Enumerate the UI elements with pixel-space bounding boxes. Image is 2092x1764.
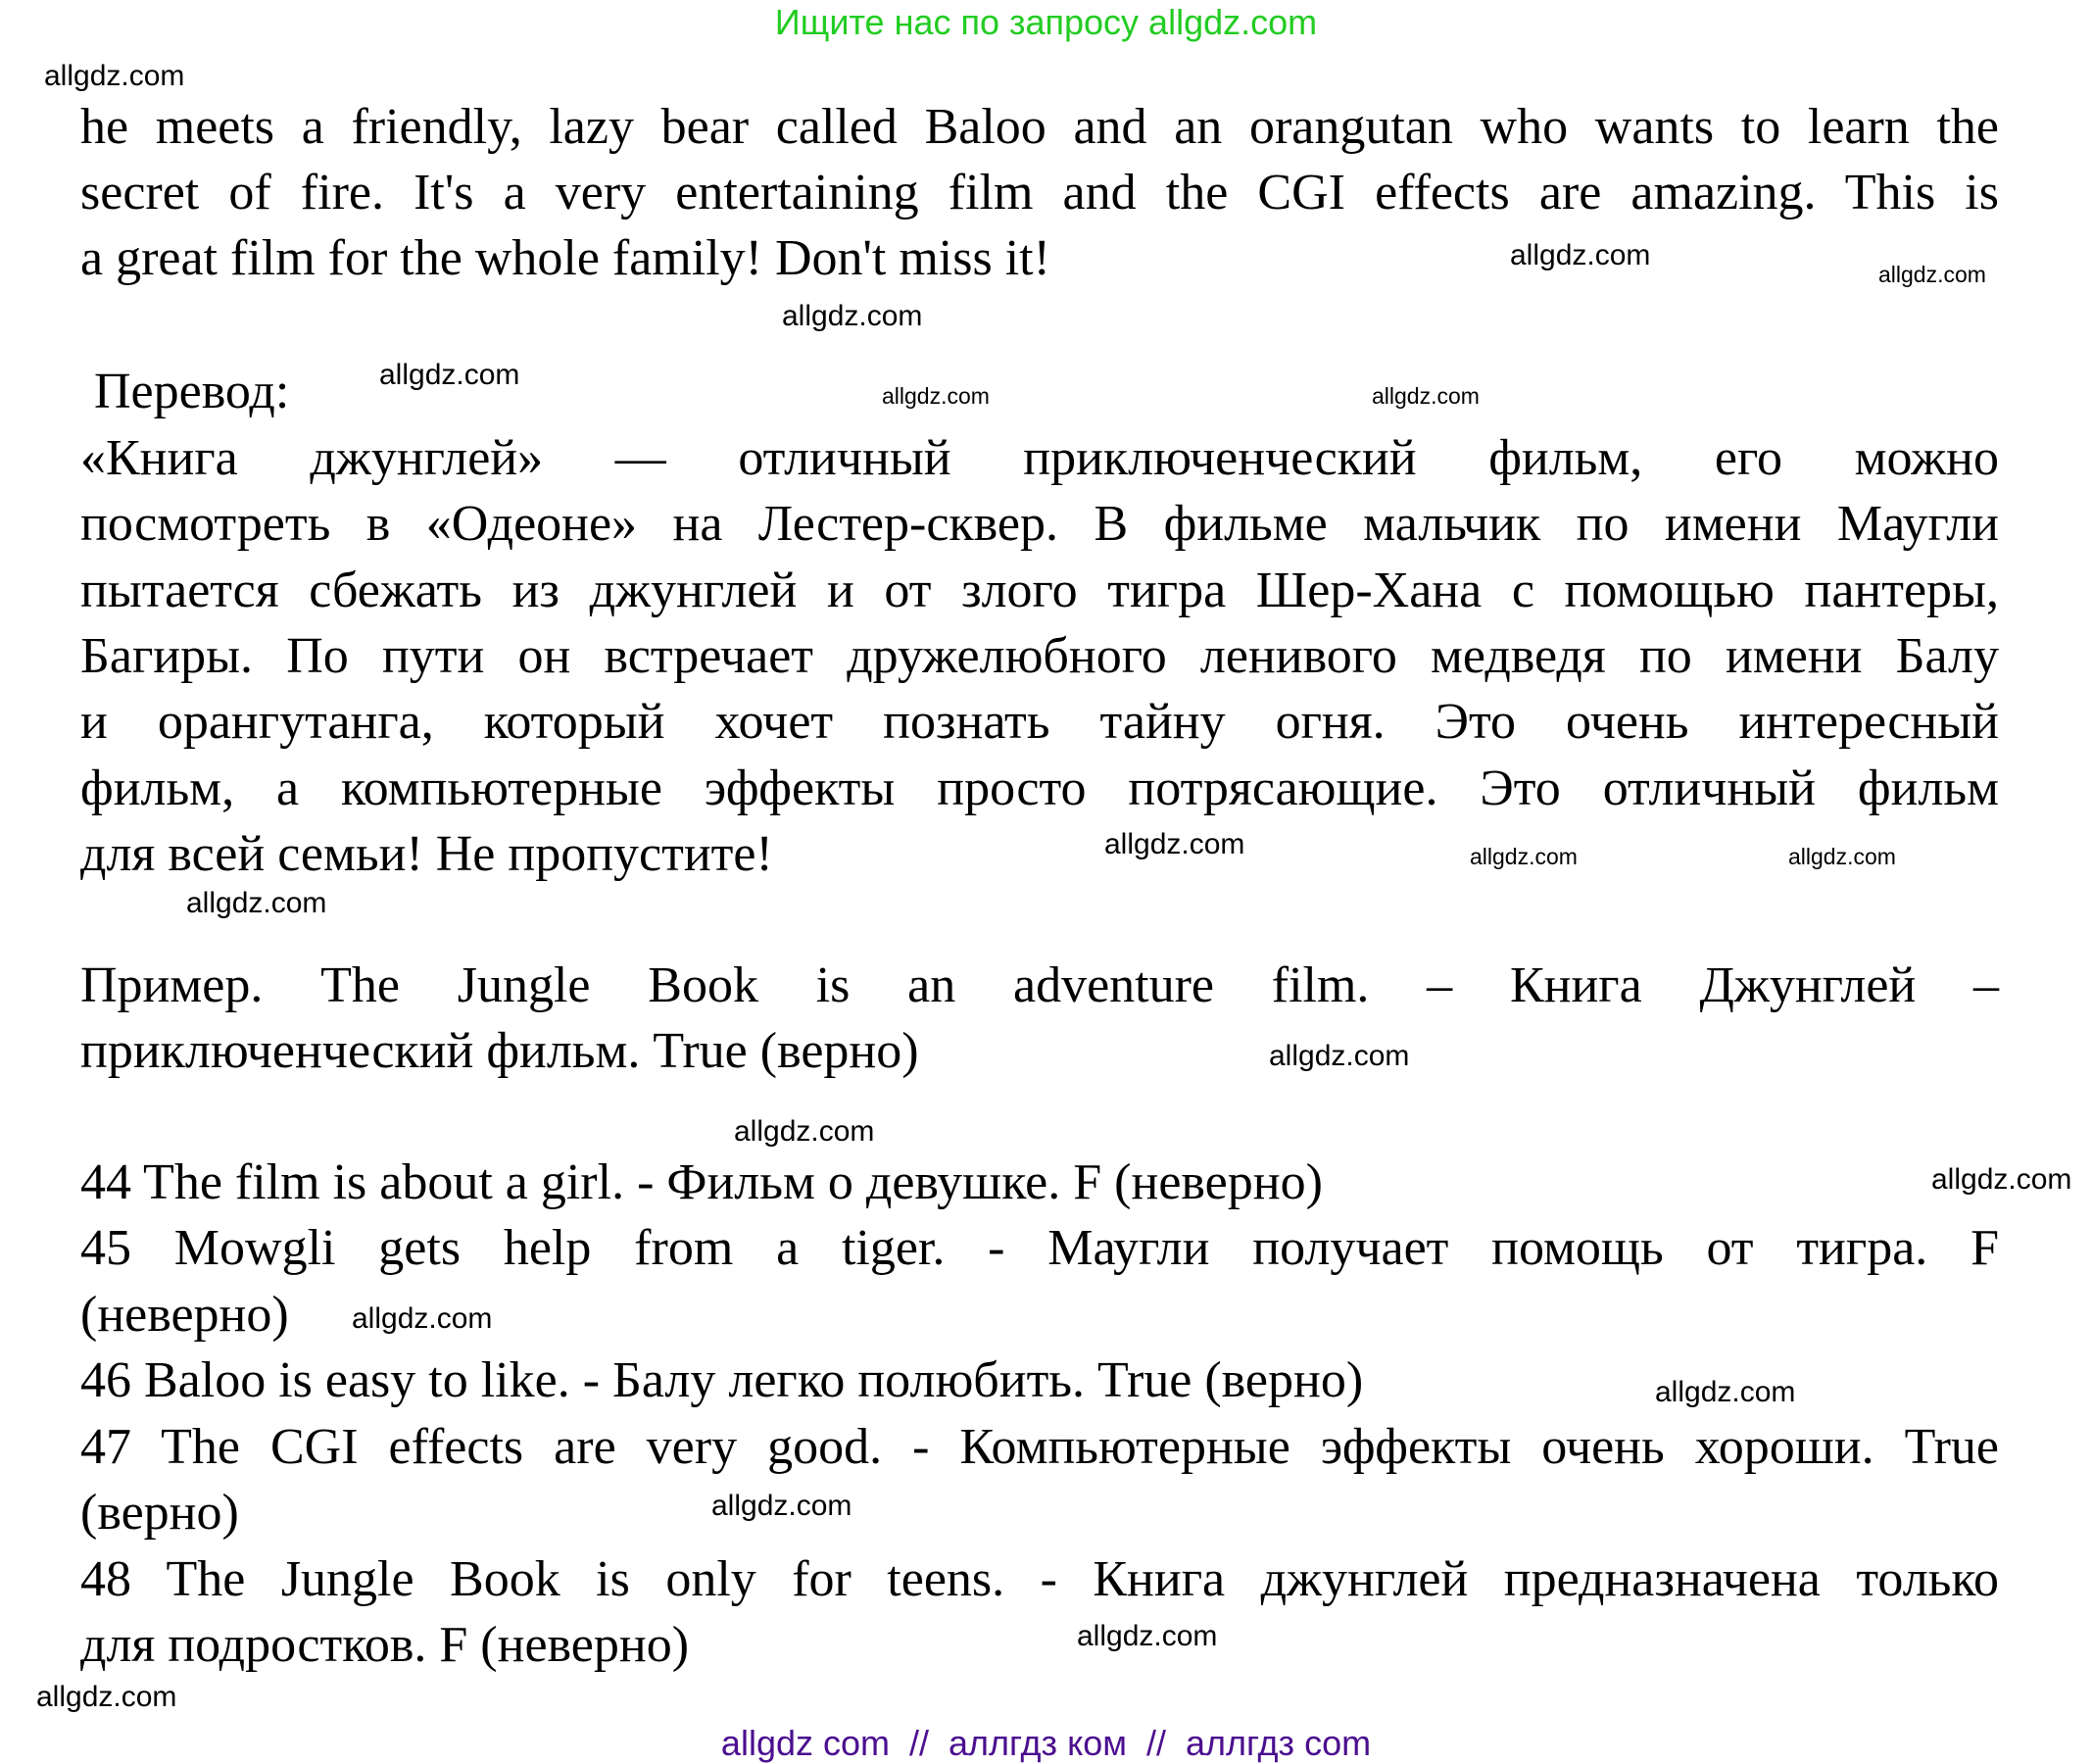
watermark: allgdz.com	[1372, 383, 1480, 409]
text-line: приключенческий фильм. True (верно)	[80, 1023, 919, 1079]
watermark: allgdz.com	[44, 60, 185, 92]
text-line: «Книга джунглей» — отличный приключенческий фильм, его можно	[80, 430, 1999, 486]
watermark: allgdz.com	[1878, 262, 1986, 287]
answer-line: (верно)	[80, 1485, 239, 1541]
watermark: allgdz.com	[1269, 1040, 1410, 1072]
answer-line: 44 The film is about a girl. - Фильм о девушке. F (неверно)	[80, 1154, 1323, 1210]
answer-line: 45 Mowgli gets help from a tiger. - Маугли получает помощь от тигра. F	[80, 1220, 1999, 1276]
text-line: фильм, а компьютерные эффекты просто потрясающие. Это отличный фильм	[80, 760, 1999, 816]
watermark: allgdz.com	[36, 1681, 177, 1713]
watermark: allgdz.com	[1510, 239, 1651, 271]
text-line: Багиры. По пути он встречает дружелюбного ленивого медведя по имени Балу	[80, 628, 1999, 684]
search-banner: Ищите нас по запросу allgdz.com	[774, 2, 1318, 42]
translation-heading: Перевод:	[94, 364, 290, 419]
watermark: allgdz.com	[1077, 1620, 1218, 1652]
text-line: secret of fire. It's a very entertaining film and the CGI effects are amazing. This is	[80, 165, 1999, 220]
watermark: allgdz.com	[1931, 1163, 2072, 1196]
answer-line: для подростков. F (неверно)	[80, 1617, 690, 1673]
text-line: Пример. The Jungle Book is an adventure film. – Книга Джунглей –	[80, 957, 1999, 1013]
text-line: посмотреть в «Одеоне» на Лестер-сквер. В фильме мальчик по имени Маугли	[80, 496, 1999, 552]
answer-line: 48 The Jungle Book is only for teens. - Книга джунглей предназначена только	[80, 1551, 1999, 1607]
watermark: allgdz.com	[1470, 844, 1578, 869]
watermark: allgdz.com	[352, 1302, 493, 1335]
watermark: allgdz.com	[711, 1490, 852, 1522]
watermark: allgdz.com	[1788, 844, 1896, 869]
answer-line: 46 Baloo is easy to like. - Балу легко полюбить. True (верно)	[80, 1352, 1364, 1408]
text-line: пытается сбежать из джунглей и от злого тигра Шер-Хана с помощью пантеры,	[80, 563, 1999, 618]
text-line: he meets a friendly, lazy bear called Baloo and an orangutan who wants to learn the	[80, 99, 1999, 155]
footer-links: allgdz com // аллгдз ком // аллгдз com	[720, 1723, 1372, 1763]
watermark: allgdz.com	[734, 1115, 875, 1148]
watermark: allgdz.com	[1104, 828, 1245, 860]
answer-line: 47 The CGI effects are very good. - Компьютерные эффекты очень хороши. True	[80, 1419, 1999, 1475]
watermark: allgdz.com	[186, 887, 327, 919]
watermark: allgdz.com	[1655, 1376, 1796, 1408]
watermark: allgdz.com	[882, 383, 990, 409]
text-line: a great film for the whole family! Don't miss it!	[80, 230, 1050, 286]
watermark: allgdz.com	[379, 359, 520, 391]
answer-line: (неверно)	[80, 1287, 289, 1343]
text-line: для всей семьи! Не пропустите!	[80, 826, 773, 882]
text-line: и орангутанга, который хочет познать тайну огня. Это очень интересный	[80, 694, 1999, 750]
watermark: allgdz.com	[782, 300, 923, 332]
